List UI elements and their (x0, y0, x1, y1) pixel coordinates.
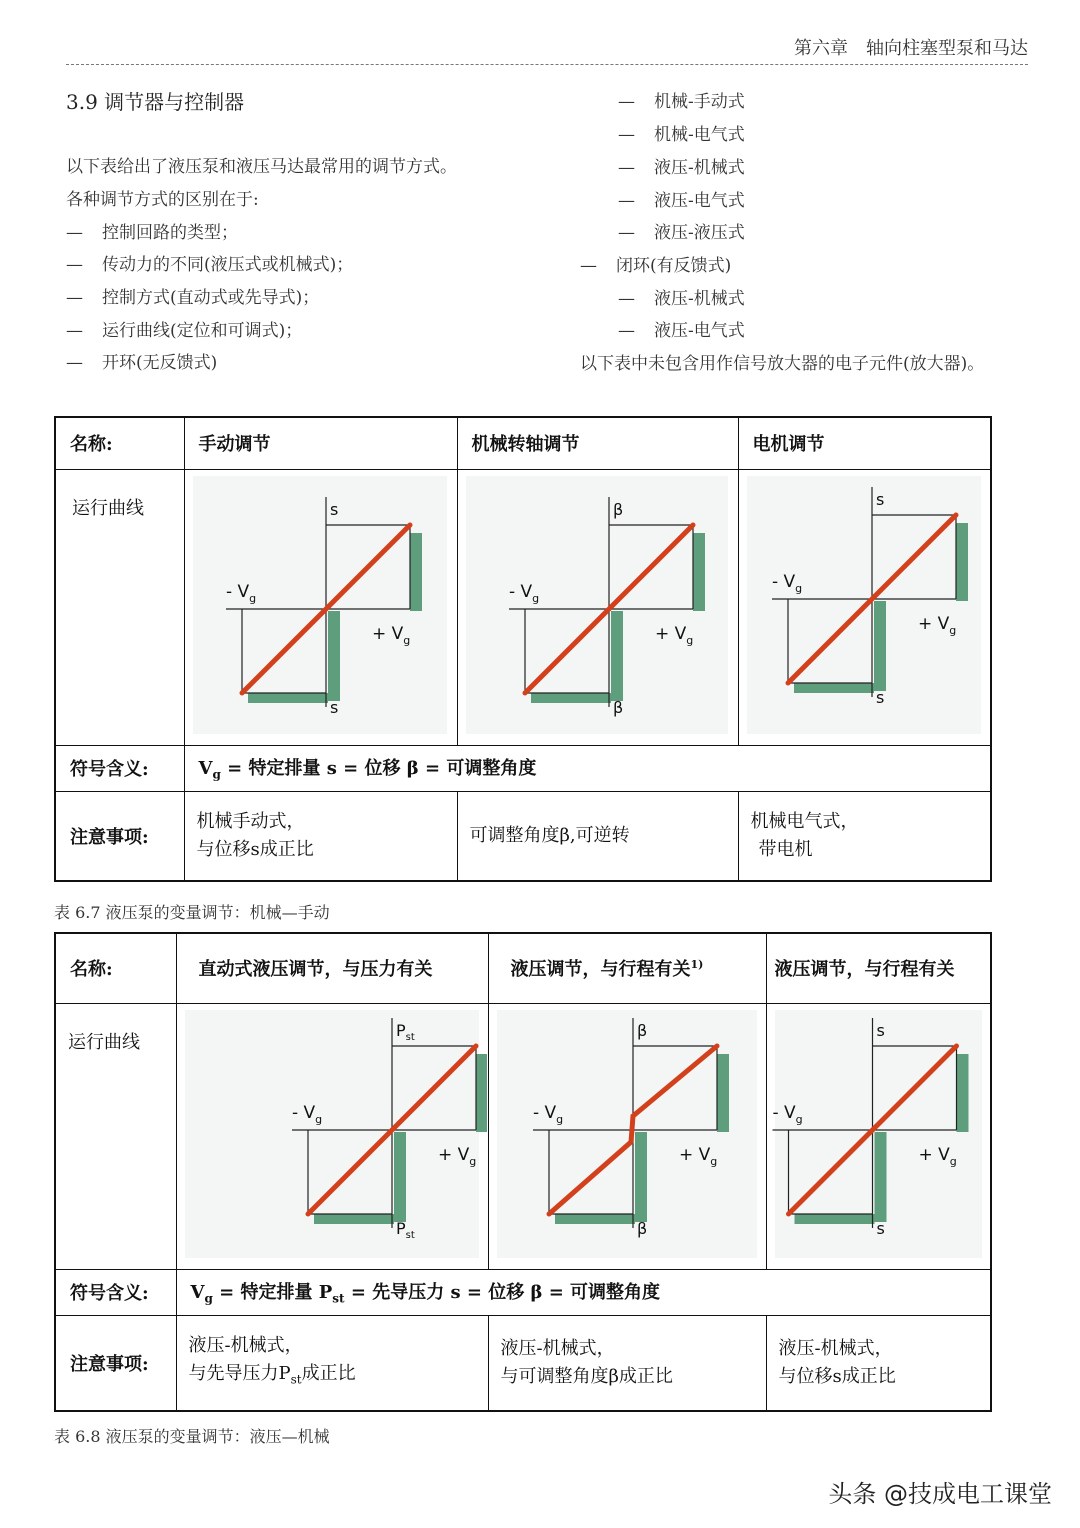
curve-cell (184, 469, 457, 745)
characteristic-curve (489, 1004, 765, 1264)
intro-paragraph-2: 各种调节方式的区别在于: (66, 190, 259, 210)
axis-label-bottom: $P_{st}$ (395, 1218, 415, 1241)
axis-label-positive: + $V_g$ (678, 1144, 717, 1168)
axis-label-positive: + $V_g$ (917, 613, 956, 637)
column-header: 直动式液压调节，与压力有关 (176, 933, 488, 1003)
axis-label-negative: - $V_g$ (771, 571, 802, 595)
curve-cell (176, 1003, 488, 1269)
column-header: 机械转轴调节 (457, 417, 738, 469)
shadow-band (476, 1054, 487, 1132)
column-header: 液压调节，与行程有关$^{1)}$ (488, 933, 766, 1003)
list-item: — 运行曲线(定位和可调式)； (66, 321, 303, 341)
section-title: 3.9 调节器与控制器 (66, 90, 245, 114)
axis-label-bottom: s (876, 1218, 885, 1238)
axis-label-bottom: β (612, 697, 623, 717)
shadow-band (611, 611, 623, 701)
note-label: 注意事项: (55, 1315, 176, 1411)
axis-label-negative: - $V_g$ (532, 1102, 563, 1126)
shadow-band (248, 693, 328, 703)
list-item: — 液压-电气式 (618, 191, 745, 211)
list-item: — 传动力的不同(液压式或机械式)； (66, 255, 354, 275)
shadow-band (693, 533, 705, 611)
intro-paragraph-1: 以下表给出了液压泵和液压马达最常用的调节方式。 (66, 157, 457, 177)
curve-cell (488, 1003, 766, 1269)
note-cell: 液压-机械式， 与位移s成正比 (766, 1315, 991, 1411)
axis-label-positive: + $V_g$ (437, 1144, 476, 1168)
characteristic-curve (458, 470, 736, 740)
axis-label-bottom: β (636, 1218, 647, 1238)
shadow-band (328, 611, 340, 701)
note-cell: 液压-机械式， 与可调整角度β成正比 (488, 1315, 766, 1411)
curve-cell (766, 1003, 991, 1269)
symbol-label: 符号含义: (55, 1269, 176, 1315)
symbol-legend: $V_g$ = 特定排量 s = 位移 β = 可调整角度 (184, 745, 991, 791)
shadow-band (635, 1132, 647, 1222)
shadow-band (794, 683, 874, 693)
note-cell: 液压-机械式， 与先导压力$P_{st}$成正比 (176, 1315, 488, 1411)
shadow-band (956, 523, 968, 601)
characteristic-curve (739, 470, 989, 740)
footnote-text: 以下表中未包含用作信号放大器的电子元件(放大器)。 (580, 354, 985, 374)
axis-label-negative: - $V_g$ (508, 581, 539, 605)
characteristic-curve (767, 1004, 990, 1264)
list-item: — 液压-液压式 (618, 223, 745, 243)
note-cell: 机械手动式， 与位移s成正比 (184, 791, 457, 881)
axis-label-top: s (875, 489, 884, 509)
note-cell: 可调整角度β,可逆转 (457, 791, 738, 881)
axis-label-top: $P_{st}$ (395, 1020, 415, 1043)
shadow-band (555, 1214, 635, 1224)
characteristic-curve (177, 1004, 487, 1264)
column-header: 手动调节 (184, 417, 457, 469)
symbol-label: 符号含义: (55, 745, 184, 791)
axis-label-positive: + $V_g$ (371, 623, 410, 647)
table-caption: 表 6.7 液压泵的变量调节：机械—手动 (54, 903, 330, 922)
symbol-legend: $V_g$ = 特定排量 $P_{st}$ = 先导压力 s = 位移 β = 可调整角度 (176, 1269, 991, 1315)
shadow-band (394, 1132, 406, 1222)
column-header: 液压调节，与行程有关 (766, 933, 991, 1003)
axis-label-top: s (876, 1020, 885, 1040)
axis-label-positive: + $V_g$ (654, 623, 693, 647)
name-label: 名称: (55, 417, 184, 469)
list-item: — 闭环(有反馈式) (580, 256, 732, 276)
table-6-7 (54, 416, 992, 882)
shadow-band (874, 1132, 886, 1222)
axis-label-negative: - $V_g$ (291, 1102, 322, 1126)
name-label: 名称: (55, 933, 176, 1003)
table-caption: 表 6.8 液压泵的变量调节：液压—机械 (54, 1427, 330, 1446)
list-item: — 液压-电气式 (618, 321, 745, 341)
shadow-band (717, 1054, 729, 1132)
axis-label-top: β (612, 499, 623, 519)
column-header: 电机调节 (738, 417, 991, 469)
curve-label: 运行曲线 (55, 1003, 176, 1269)
list-item: — 控制方式(直动式或先导式)； (66, 288, 320, 308)
axis-label-positive: + $V_g$ (918, 1144, 957, 1168)
shadow-band (531, 693, 611, 703)
curve-cell (738, 469, 991, 745)
shadow-band (410, 533, 422, 611)
shadow-band (956, 1054, 968, 1132)
axis-label-negative: - $V_g$ (772, 1102, 803, 1126)
shadow-band (314, 1214, 394, 1224)
note-cell: 机械电气式， 带电机 (738, 791, 991, 881)
characteristic-curve (185, 470, 455, 740)
axis-label-bottom: s (875, 687, 884, 707)
axis-label-top: β (636, 1020, 647, 1040)
list-item: — 液压-机械式 (618, 158, 745, 178)
axis-label-bottom: s (329, 697, 338, 717)
shadow-band (794, 1214, 874, 1224)
axis-label-negative: - $V_g$ (225, 581, 256, 605)
list-item: — 控制回路的类型； (66, 223, 238, 243)
list-item: — 开环(无反馈式) (66, 353, 218, 373)
list-item: — 机械-手动式 (618, 92, 745, 112)
list-item: — 机械-电气式 (618, 125, 745, 145)
watermark: 头条 @技成电工课堂 (828, 1480, 1052, 1508)
table-6-8 (54, 932, 992, 1412)
note-label: 注意事项: (55, 791, 184, 881)
chapter-header: 第六章 轴向柱塞型泵和马达 (794, 38, 1028, 59)
header-divider (66, 64, 1028, 65)
axis-label-top: s (329, 499, 338, 519)
curve-cell (457, 469, 738, 745)
shadow-band (874, 601, 886, 691)
curve-label: 运行曲线 (55, 469, 184, 745)
list-item: — 液压-机械式 (618, 289, 745, 309)
